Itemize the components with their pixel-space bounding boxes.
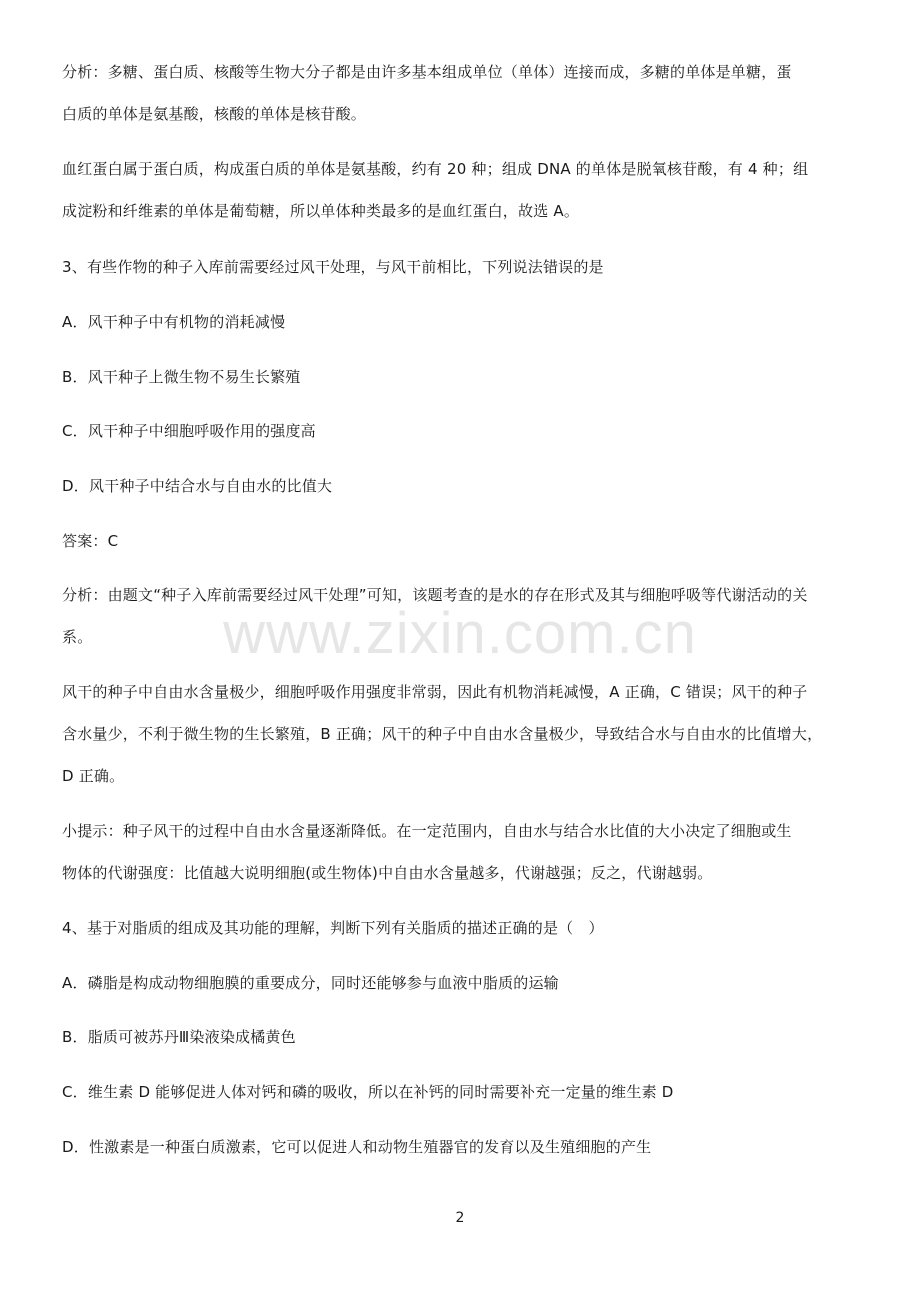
analysis-line: 分析：由题文“种子入库前需要经过风干处理”可知，该题考查的是水的存在形式及其与细胞呼吸等代谢活动的关	[62, 586, 808, 604]
tip-line: 物体的代谢强度：比值越大说明细胞(或生物体)中自由水含量越多，代谢越强；反之，代谢越弱。	[62, 864, 713, 882]
option-a: A．风干种子中有机物的消耗减慢	[62, 313, 286, 331]
paragraph-line: 血红蛋白属于蛋白质，构成蛋白质的单体是氨基酸，约有 20 种；组成 DNA 的单体是脱氧核苷酸，有 4 种；组	[62, 160, 809, 178]
answer: 答案：C	[62, 532, 119, 550]
question-3: 3、有些作物的种子入库前需要经过风干处理，与风干前相比，下列说法错误的是	[62, 258, 604, 276]
tip-line: 小提示：种子风干的过程中自由水含量逐渐降低。在一定范围内，自由水与结合水比值的大小决定了细胞或生	[62, 822, 792, 840]
explanation-line: 风干的种子中自由水含量极少，细胞呼吸作用强度非常弱，因此有机物消耗减慢，A 正确，C 错误；风干的种子	[62, 683, 808, 701]
explanation-line: 含水量少，不利于微生物的生长繁殖，B 正确；风干的种子中自由水含量极少，导致结合水与自由水的比值增大，	[62, 725, 823, 743]
analysis-line: 分析：多糖、蛋白质、核酸等生物大分子都是由许多基本组成单位（单体）连接而成，多糖的单体是单糖，蛋	[62, 63, 792, 81]
option-b: B．脂质可被苏丹Ⅲ染液染成橘黄色	[62, 1028, 296, 1046]
option-d: D．性激素是一种蛋白质激素，它可以促进人和动物生殖器官的发育以及生殖细胞的产生	[62, 1138, 652, 1156]
option-c: C．风干种子中细胞呼吸作用的强度高	[62, 422, 316, 440]
explanation-line: D 正确。	[62, 767, 125, 785]
paragraph-line: 成淀粉和纤维素的单体是葡萄糖，所以单体种类最多的是血红蛋白，故选 A。	[62, 202, 580, 220]
option-c: C．维生素 D 能够促进人体对钙和磷的吸收，所以在补钙的同时需要补充一定量的维生素 D	[62, 1083, 674, 1101]
option-a: A．磷脂是构成动物细胞膜的重要成分，同时还能够参与血液中脂质的运输	[62, 974, 559, 992]
watermark: www.zixin.com.cn	[223, 601, 697, 666]
analysis-line: 白质的单体是氨基酸，核酸的单体是核苷酸。	[62, 105, 367, 123]
option-d: D．风干种子中结合水与自由水的比值大	[62, 477, 333, 495]
page-number: 2	[455, 1210, 465, 1226]
analysis-line: 系。	[62, 628, 93, 646]
option-b: B．风干种子上微生物不易生长繁殖	[62, 368, 301, 386]
question-4: 4、基于对脂质的组成及其功能的理解，判断下列有关脂质的描述正确的是（ ）	[62, 919, 604, 937]
